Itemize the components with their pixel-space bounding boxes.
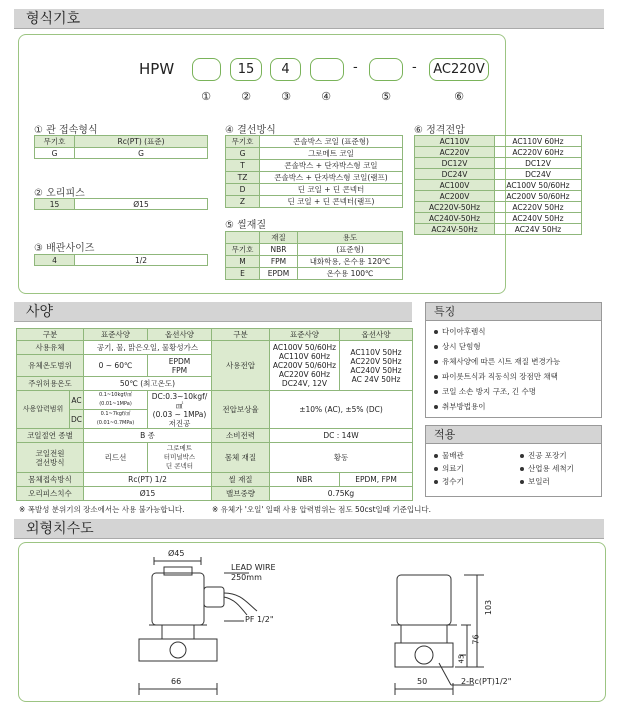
spec-label: 코일절연 종별 [17, 429, 84, 443]
dim-label-w66: 66 [171, 677, 182, 686]
spec-volt-line: AC100V 50/60Hz [272, 343, 337, 352]
spec-label: 주위허용온도 [17, 377, 84, 391]
features-text: 다이아후렘식 [442, 327, 486, 336]
applications-item [434, 462, 520, 475]
voltage-cell: AC240V-50Hz [415, 213, 495, 224]
spec-label: 사용압력범위 [17, 391, 70, 429]
spec-label: AC [70, 391, 84, 410]
wiring-cell: TZ [226, 172, 260, 184]
voltage-title: ⑥ 정격전압 [414, 125, 465, 136]
seal-cell: EPDM [260, 268, 298, 280]
voltage-cell: DC24V [495, 169, 582, 180]
pipe-cell: 4 [35, 255, 75, 266]
wiring-cell: 딘 코일 + 딘 콘넥터(램프) [260, 196, 403, 208]
voltage-cell: AC100V [415, 180, 495, 191]
conn-head-1: Rc(PT) (표준) [75, 136, 208, 148]
voltage-cell: AC110V [415, 136, 495, 147]
applications-item [434, 449, 520, 462]
spec-volt-opt [340, 341, 413, 391]
features-box [425, 302, 602, 418]
section-title-model: 형식기호 [14, 9, 604, 29]
applications-row [426, 475, 601, 488]
spec-head: 옵션사양 [148, 329, 212, 341]
features-item [426, 324, 601, 339]
dim-label-w50: 50 [417, 677, 428, 686]
spec-table [16, 328, 413, 501]
voltage-cell: AC110V 60Hz [495, 136, 582, 147]
spec-label: 씰 재질 [212, 473, 270, 487]
spec-label: 밸브중량 [212, 487, 270, 501]
bullet-icon [434, 330, 438, 334]
wiring-cell: Z [226, 196, 260, 208]
voltage-cell: AC220V-50Hz [415, 202, 495, 213]
pipe-cell: 1/2 [75, 255, 208, 266]
spec-line: 결선방식 [35, 457, 65, 467]
seal-cell: NBR [260, 244, 298, 256]
dim-label-h103: 103 [484, 599, 494, 616]
spec-head: 구분 [212, 329, 270, 341]
dim-label-pf: PF 1/2" [245, 615, 274, 624]
seal-cell: FPM [260, 256, 298, 268]
spec-label: 오리피스치수 [17, 487, 84, 501]
spec-value: Rc(PT) 1/2 [84, 473, 212, 487]
bullet-icon [434, 480, 438, 484]
section-title-spec: 사양 [14, 302, 412, 322]
model-prefix: HPW [139, 60, 175, 78]
applications-item [520, 449, 567, 462]
spec-value: 리드선 [84, 443, 148, 473]
seal-title: ⑤ 씰재질 [225, 220, 267, 231]
applications-item [434, 475, 520, 488]
voltage-cell: AC240V 50Hz [495, 213, 582, 224]
dim-label-d45: Ø45 [168, 549, 185, 558]
conn-cell: G [75, 148, 208, 159]
spec-volt-line: AC240V 50Hz [350, 365, 402, 375]
features-text: 취부방법용이 [442, 402, 486, 411]
spec-volt-line: AC200V 50/60Hz [272, 361, 337, 370]
features-text: 코일 소손 방지 구조, 긴 수명 [442, 387, 536, 396]
spec-value: EPDM, FPM [340, 473, 413, 487]
seal-cell: 무기호 [226, 244, 260, 256]
seal-cell: M [226, 256, 260, 268]
dim-label-h45: 45 [457, 654, 466, 664]
spec-value: B 종 [84, 429, 212, 443]
wiring-head-1: 콘솔박스 코일 (표준형) [260, 136, 403, 148]
spec-line: (0.03 ~ 1MPa) [152, 409, 207, 419]
seal-cell: (표준형) [298, 244, 403, 256]
spec-volt-line: AC220V 60Hz [278, 370, 331, 379]
model-box-6: AC220V [429, 58, 489, 81]
spec-volt-line: AC110V 50Hz [350, 347, 402, 357]
features-item [426, 354, 601, 369]
wiring-cell: 콘솔박스 + 단자박스형 코일(램프) [260, 172, 403, 184]
wiring-cell: 콘솔박스 + 단자박스형 코일 [260, 160, 403, 172]
dimension-drawing-panel [18, 542, 606, 702]
spec-head: 표준사양 [270, 329, 340, 341]
wiring-cell: T [226, 160, 260, 172]
orifice-cell: 15 [35, 199, 75, 210]
conn-title: ① 관 접속형식 [34, 125, 98, 136]
spec-line: 터미널박스 [163, 453, 196, 461]
spec-value: 공기, 물, 맑은오일, 물황성가스 [84, 341, 212, 355]
dimension-drawing [19, 543, 606, 702]
features-text: 파이롯트식과 직동식의 장점만 채택 [442, 372, 558, 381]
applications-text: 보일러 [528, 477, 550, 486]
spec-volt-line: AC220V 50Hz [350, 356, 402, 366]
spec-label: 몸체접속방식 [17, 473, 84, 487]
spec-label [17, 443, 84, 473]
spec-head: 옵션사양 [340, 329, 413, 341]
spec-value [148, 355, 212, 377]
conn-head-0: 무기호 [35, 136, 75, 148]
features-text: 유체사양에 따른 시트 재질 변경가능 [442, 357, 561, 366]
spec-volt-std [270, 341, 340, 391]
spec-value: 0 ~ 60℃ [84, 355, 148, 377]
wiring-title: ④ 결선방식 [225, 125, 276, 136]
spec-volt-line: DC24V, 12V [281, 379, 328, 388]
spec-value: 0.75Kg [270, 487, 413, 501]
dim-label-lead2: 250mm [231, 573, 262, 582]
model-box-5 [369, 58, 403, 81]
spec-line: 딘 콘넥터 [165, 462, 194, 470]
wiring-table [225, 135, 403, 208]
spec-value: 황동 [270, 443, 413, 473]
spec-line: EPDM [168, 356, 191, 366]
spec-line: FPM [171, 365, 188, 375]
wiring-cell: G [226, 148, 260, 160]
conn-table [34, 135, 208, 159]
pipe-title: ③ 배관사이즈 [34, 243, 95, 254]
features-item [426, 384, 601, 399]
spec-value: NBR [270, 473, 340, 487]
model-box-3: 4 [270, 58, 301, 81]
voltage-cell: AC24V 50Hz [495, 224, 582, 235]
wiring-head-0: 무기호 [226, 136, 260, 148]
bullet-icon [434, 467, 438, 471]
wiring-cell: 딘 코일 + 딘 콘넥터 [260, 184, 403, 196]
model-circle-5: ⑤ [381, 90, 391, 103]
features-text: 상시 닫힘형 [442, 342, 481, 351]
bullet-icon [520, 454, 524, 458]
features-item [426, 369, 601, 384]
spec-value: DC : 14W [270, 429, 413, 443]
features-item [426, 399, 601, 414]
conn-cell: G [35, 148, 75, 159]
applications-box [425, 425, 602, 497]
spec-head: 표준사양 [84, 329, 148, 341]
bullet-icon [434, 345, 438, 349]
spec-label: 전압보상율 [212, 391, 270, 429]
applications-row [426, 449, 601, 462]
model-circle-6: ⑥ [454, 90, 464, 103]
bullet-icon [434, 390, 438, 394]
spec-label: 소비전력 [212, 429, 270, 443]
model-circle-3: ③ [281, 90, 291, 103]
features-item [426, 339, 601, 354]
spec-line: 코일전원 [35, 448, 65, 458]
model-dash-2: - [412, 60, 417, 75]
spec-value: 50℃ (최고온도) [84, 377, 212, 391]
seal-head-1: 재질 [260, 232, 298, 244]
dim-label-h76: 76 [471, 634, 481, 645]
applications-text: 산업용 세척기 [528, 464, 574, 473]
model-dash-1: - [353, 60, 358, 75]
seal-table [225, 231, 403, 280]
seal-head-0 [226, 232, 260, 244]
applications-text: 진공 포장기 [528, 451, 567, 460]
spec-head: 구분 [17, 329, 84, 341]
applications-row [426, 462, 601, 475]
spec-label: 몸체 재질 [212, 443, 270, 473]
voltage-table [414, 135, 582, 235]
bullet-icon [520, 467, 524, 471]
model-box-2: 15 [230, 58, 262, 81]
spec-label: 사용전압 [212, 341, 270, 391]
voltage-cell: AC100V 50/60Hz [495, 180, 582, 191]
seal-head-2: 용도 [298, 232, 403, 244]
spec-value: 0.1~7kgf/㎠(0.01~0.7MPa) [84, 410, 148, 429]
spec-note-2: ※ 유체가 '오일' 일때 사용 압력범위는 점도 50cst일때 기준입니다. [212, 505, 432, 514]
spec-value [148, 443, 212, 473]
spec-value [148, 391, 212, 429]
features-title: 특징 [426, 303, 601, 321]
model-box-1 [192, 58, 221, 81]
voltage-cell: DC12V [495, 158, 582, 169]
section-title-dim: 외형치수도 [14, 519, 604, 539]
voltage-cell: DC12V [415, 158, 495, 169]
applications-text: 정수기 [442, 477, 464, 486]
spec-label: DC [70, 410, 84, 429]
spec-line: DC:0.3~10kgf/㎠ [151, 391, 208, 410]
voltage-cell: AC200V [415, 191, 495, 202]
bullet-icon [434, 375, 438, 379]
model-circle-4: ④ [321, 90, 331, 103]
pipe-table [34, 254, 208, 266]
applications-item [520, 475, 550, 488]
bullet-icon [434, 405, 438, 409]
model-circle-1: ① [201, 90, 211, 103]
orifice-cell: Ø15 [75, 199, 208, 210]
model-circle-2: ② [241, 90, 251, 103]
bullet-icon [434, 454, 438, 458]
voltage-cell: AC200V 50/60Hz [495, 191, 582, 202]
wiring-cell: 그로메트 코일 [260, 148, 403, 160]
spec-value: Ø15 [84, 487, 212, 501]
model-box-4 [310, 58, 344, 81]
voltage-cell: DC24V [415, 169, 495, 180]
dim-label-rc: 2-Rc(PT)1/2" [461, 677, 512, 686]
applications-text: 물배관 [442, 451, 464, 460]
orifice-title: ② 오리피스 [34, 188, 85, 199]
spec-label: 사용유체 [17, 341, 84, 355]
spec-label: 유체온도범위 [17, 355, 84, 377]
bullet-icon [434, 360, 438, 364]
voltage-cell: AC220V 60Hz [495, 147, 582, 158]
applications-item [520, 462, 574, 475]
spec-line: 그로메트 [166, 444, 193, 452]
wiring-cell: D [226, 184, 260, 196]
applications-text: 의료기 [442, 464, 464, 473]
voltage-cell: AC220V 50Hz [495, 202, 582, 213]
spec-note-1: ※ 폭발성 분위기의 장소에서는 사용 불가능합니다. [19, 505, 185, 514]
seal-cell: 내화학용, 온수용 120℃ [298, 256, 403, 268]
seal-cell: 온수용 100℃ [298, 268, 403, 280]
bullet-icon [520, 480, 524, 484]
spec-volt-line: AC110V 60Hz [278, 352, 331, 361]
spec-value: ±10% (AC), ±5% (DC) [270, 391, 413, 429]
spec-volt-line: AC 24V 50Hz [351, 374, 401, 384]
voltage-cell: AC220V [415, 147, 495, 158]
dim-label-lead: LEAD WIRE [231, 563, 276, 572]
applications-title: 적용 [426, 426, 601, 444]
orifice-table [34, 198, 208, 210]
spec-line: 저진공 [168, 418, 191, 428]
spec-value: 0.1~10kgf/㎠(0.01~1MPa) [84, 391, 148, 410]
seal-cell: E [226, 268, 260, 280]
voltage-cell: AC24V-50Hz [415, 224, 495, 235]
